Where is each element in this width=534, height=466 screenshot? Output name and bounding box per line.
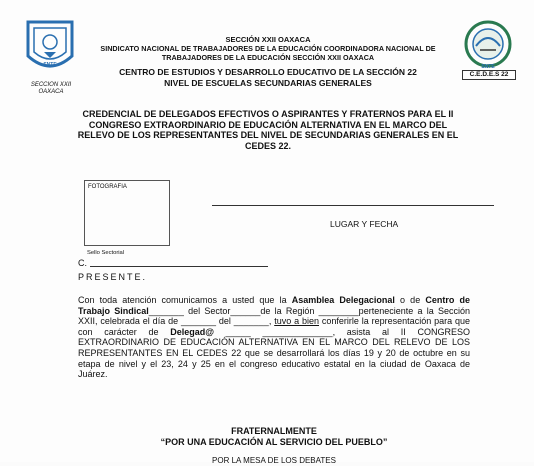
- header-line-5: NIVEL DE ESCUELAS SECUNDARIAS GENERALES: [164, 78, 372, 88]
- photo-label: FOTOGRAFIA: [88, 184, 127, 190]
- body-paragraph: [78, 295, 470, 380]
- seccion-xxii-logo: [22, 18, 78, 95]
- body-text-4: conferirle la representación para que con carácter de: [78, 316, 470, 337]
- cedes-caption: C.E.D.E.S 22: [462, 70, 516, 80]
- document-title: CREDENCIAL DE DELEGADOS EFECTIVOS O ASPIRANTES Y FRATERNOS PARA EL II CONGRESO EXTRAORDINARIO DE EDUCACIÓN ALTERNATIVA EN EL MARCO DEL RELEVO DE LOS REPRESENTANTES DEL NIVEL DE SECUNDARIAS GENERALES EN EL CEDES 22.: [77, 109, 459, 151]
- lugar-fecha-line: [212, 205, 494, 206]
- presente-label: PRESENTE.: [78, 272, 148, 282]
- body-text-3: _______ del Sector______de la Región ________perteneciente a la Sección XXII, celebrada el día de _______ del _______,: [78, 305, 470, 327]
- body-asamblea: Asamblea Delegacional: [291, 295, 395, 305]
- header-line-1: SECCIÓN XXII OAXACA: [225, 35, 311, 44]
- body-text-2: o de: [394, 295, 426, 305]
- closing-line-2: “POR UNA EDUCACIÓN AL SERVICIO DEL PUEBLO”: [160, 437, 388, 447]
- body-delegado: Delegad@: [170, 326, 215, 337]
- left-logo-caption-line1: SECCION XXII: [30, 82, 72, 88]
- left-logo-badge: SNTE: [43, 62, 57, 68]
- lugar-fecha-label: LUGAR Y FECHA: [330, 219, 399, 229]
- header-line-4: CENTRO DE ESTUDIOS Y DESARROLLO EDUCATIVO DE LA SECCIÓN 22: [119, 67, 417, 77]
- left-logo-caption: [16, 82, 86, 96]
- closing-line-3: POR LA MESA DE LOS DEBATES: [212, 456, 336, 465]
- body-tuvo: tuvo a bien: [274, 316, 319, 327]
- body-text-5: _____ ______________, asista al II CONGRESO EXTRAORDINARIO DE EDUCACIÓN ALTERNATIVA EN EL MARCO DEL RELEVO DE LOS REPRESENTANTES EN EL CEDES 22 que se desarrollará los días 19 y 20 de octubre en su etapa de nivel y el 23, 24 y 25 en el congreso educativo estatal en la ciudad de Oaxaca de Juárez.: [78, 326, 470, 380]
- right-logo-badge: SNTE: [481, 64, 495, 70]
- addressee-prefix: C.: [78, 258, 87, 268]
- closing-line-1: FRATERNALMENTE: [231, 426, 317, 436]
- body-centro: Centro de Trabajo Sindical: [78, 295, 470, 316]
- header-line-3: TRABAJADORES DE LA EDUCACIÓN SECCIÓN XXII OAXACA: [161, 53, 375, 62]
- header-line-2: SINDICATO NACIONAL DE TRABAJADORES DE LA EDUCACIÓN COORDINADORA NACIONAL DE: [100, 44, 436, 53]
- shield-logo-icon: [22, 18, 78, 78]
- left-logo-caption-line2: OAXACA: [38, 89, 64, 95]
- sello-label: Sello Sectorial: [87, 250, 125, 256]
- body-text-1: Con toda atención comunicamos a usted que la: [78, 295, 292, 305]
- addressee-line: [90, 266, 268, 267]
- photo-box: [84, 180, 170, 246]
